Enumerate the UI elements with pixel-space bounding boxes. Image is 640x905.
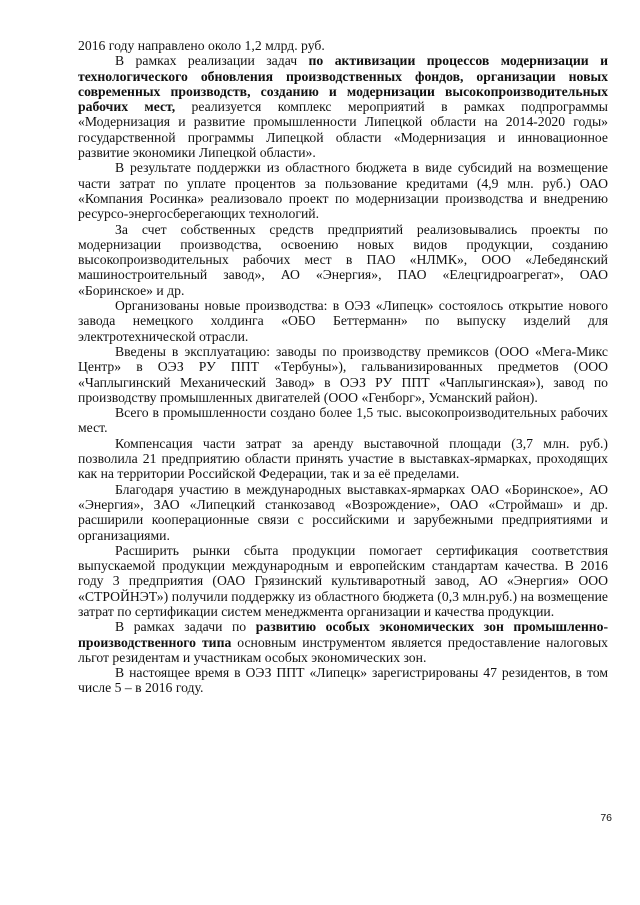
paragraph-12 (78, 665, 608, 696)
page-number: 76 (600, 812, 612, 824)
paragraph-12-text: В настоящее время в ОЭЗ ППТ «Липецк» зарегистрированы 47 резидентов, в том числе 5 – в 2016 году. (78, 665, 608, 696)
paragraph-2 (78, 53, 608, 160)
paragraph-11-text-2: основным инструментом является предоставление налоговых льгот резидентам и участникам особых экономических зон. (78, 634, 608, 665)
paragraph-5-text: Организованы новые производства: в ОЭЗ «Липецк» состоялось открытие нового завода немецкого холдинга «ОБО Беттерманн» по выпуску изделий для электротехнической отрасли. (78, 298, 608, 344)
paragraph-6 (78, 344, 608, 405)
paragraph-10-text: Расширить рынки сбыта продукции помогает сертификация соответствия выпускаемой продукции международным и европейским стандартам качества. В 2016 году 3 предприятия (ОАО Грязинский культиваротный завод, АО «Энергия» ООО «СТРОЙНЭТ») получили поддержку из областного бюджета (0,3 млн.руб.) на возмещение затрат по сертификации систем менеджмента организации и качества продукции. (78, 542, 608, 619)
paragraph-2-text-1: В рамках реализации задач (115, 53, 309, 69)
paragraph-8 (78, 436, 608, 482)
paragraph-7-text: Всего в промышленности создано более 1,5 тыс. высокопроизводительных рабочих мест. (78, 405, 608, 436)
paragraph-3 (78, 160, 608, 221)
paragraph-3-text: В результате поддержки из областного бюджета в виде субсидий на возмещение части затрат по уплате процентов за пользование кредитами (4,9 млн. руб.) ОАО «Компания Росинка» реализовало проект по модернизации производства и внедрению ресурсо-энергосберегающих технологий. (78, 160, 608, 222)
paragraph-9 (78, 482, 608, 543)
paragraph-7 (78, 405, 608, 436)
paragraph-1 (78, 38, 608, 53)
paragraph-10 (78, 543, 608, 619)
paragraph-11-bold-text: развитию особых экономических зон промышленно-производственного типа (78, 619, 609, 650)
paragraph-4 (78, 222, 608, 298)
paragraph-8-text: Компенсация части затрат за аренду выставочной площади (3,7 млн. руб.) позволила 21 предприятию области принять участие в выставках-ярмарках, проходящих как на территории Российской Федерации, так и за её пределами. (78, 435, 608, 482)
paragraph-5 (78, 298, 608, 344)
paragraph-4-text: За счет собственных средств предприятий реализовывались проекты по модернизации производства, освоению новых видов продукции, созданию высокопроизводительных рабочих мест в ПАО «НЛМК», ООО «Лебедянский машиностроительный завод», АО «Энергия», ПАО «Елецгидроагрегат», ОАО «Боринское» и др. (78, 221, 608, 298)
document-body (78, 38, 608, 696)
paragraph-9-text: Благодаря участию в международных выставках-ярмарках ОАО «Боринское», АО «Энергия», ЗАО «Липецкий станкозавод «Возрождение», ОАО «Строймаш» и др. расширили кооперационные связи с российскими и зарубежными предприятиями и организациями. (78, 481, 608, 543)
paragraph-6-text: Введены в эксплуатацию: заводы по производству премиксов (ООО «Мега-Микс Центр» в ОЭЗ РУ ППТ «Тербуны»), гальванизированных предметов (ООО «Чаплыгинский Механический Завод» в ОЭЗ РУ ППТ «Чаплыгинская»), завод по производству промышленных двигателей (ООО «Генборг», Усманский район). (78, 343, 608, 405)
paragraph-1-text: 2016 году направлено около 1,2 млрд. руб. (78, 38, 325, 53)
paragraph-2-bold-text: по активизации процессов модернизации и технологического обновления производственных фондов, организации новых современных производств, созданию и модернизации высокопроизводительных рабочих мест, (78, 53, 608, 115)
paragraph-11 (78, 619, 608, 665)
paragraph-11-text-1: В рамках задачи по (115, 619, 256, 635)
paragraph-2-text-2: реализуется комплекс мероприятий в рамках подпрограммы «Модернизация и развитие промышленности Липецкой области на 2014-2020 годы» государственной программы Липецкой области «Модернизация и инновационное развитие экономики Липецкой области». (78, 99, 608, 161)
